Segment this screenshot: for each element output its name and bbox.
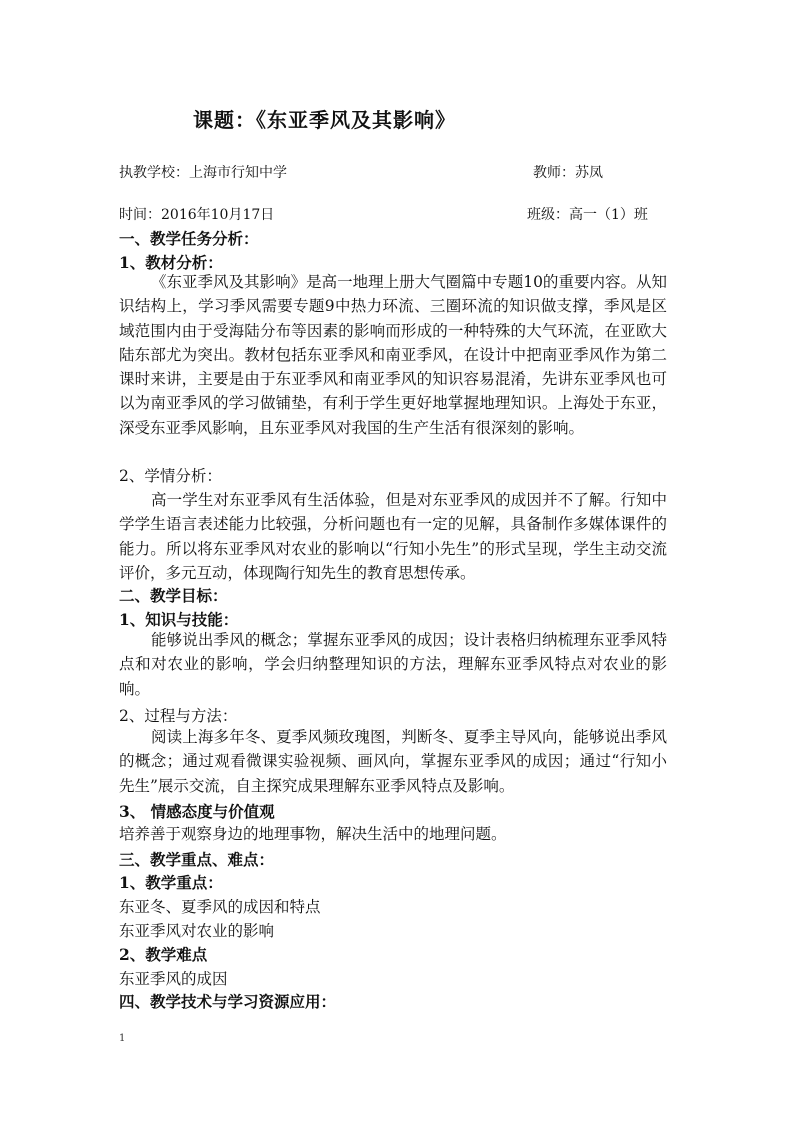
subheading-textbook-analysis: 1、教材分析： [119,253,223,272]
key-point-2: 东亚季风对农业的影响 [119,922,275,940]
knowledge-skills-paragraph: 能够说出季风的概念；掌握东亚季风的成因；设计表格归纳梳理东亚季风特点和对农业的影响，学会归纳整理知识的方法，理解东亚季风特点对农业的影响。 [119,631,667,698]
school-info: 执教学校：上海市行知中学 [119,165,287,181]
student-analysis-paragraph: 高一学生对东亚季风有生活体验，但是对东亚季风的成因并不了解。行知中学学生语言表述能力比较强，分析问题也有一定的见解，具备制作多媒体课件的能力。所以将东亚季风对农业的影响以“行知小先生”的形式呈现，学生主动交流评价，多元互动，体现陶行知先生的教育思想传承。 [119,491,667,582]
page-title: 课题：《东亚季风及其影响》 [193,108,456,132]
key-point-1: 东亚冬、夏季风的成因和特点 [119,898,321,916]
subheading-values: 3、 情感态度与价值观 [119,802,275,821]
teacher-info: 教师：苏凤 [533,165,603,181]
process-methods-paragraph: 阅读上海多年冬、夏季风频玫瑰图，判断冬、夏季主导风向，能够说出季风的概念；通过观看微课实验视频、画风向，掌握东亚季风的成因；通过“行知小先生”展示交流，自主探究成果理解东亚季风特点及影响。 [119,728,667,795]
subheading-key-points: 1、教学重点： [119,873,223,892]
page-number: 1 [119,1033,126,1044]
difficult-point-1: 东亚季风的成因 [119,970,228,988]
class-info: 班级：高一（1）班 [527,207,648,223]
subheading-difficult-points: 2、教学难点 [119,945,208,964]
section-heading-1: 一、教学任务分析： [119,229,259,248]
values-paragraph: 培养善于观察身边的地理事物，解决生活中的地理问题。 [119,825,507,843]
textbook-analysis-paragraph: 《东亚季风及其影响》是高一地理上册大气圈篇中专题10的重要内容。从知识结构上，学习季风需要专题9中热力环流、三圈环流的知识做支撑，季风是区域范围内由于受海陆分布等因素的影响而形成的一种特殊的大气环流，在亚欧大陆东部尤为突出。教材包括东亚季风和南亚季风，在设计中把南亚季风作为第二课时来讲，主要是由于东亚季风和南亚季风的知识容易混淆，先讲东亚季风也可以为南亚季风的学习做铺垫，有利于学生更好地掌握地理知识。上海处于东亚，深受东亚季风影响，且东亚季风对我国的生产生活有很深刻的影响。 [119,273,667,437]
subheading-student-analysis: 2、学情分析： [119,467,222,485]
subheading-knowledge-skills: 1、知识与技能： [119,610,239,629]
section-heading-2: 二、教学目标： [119,586,228,605]
section-heading-4: 四、教学技术与学习资源应用： [119,992,337,1011]
subheading-process-methods: 2、过程与方法： [119,707,238,725]
time-info: 时间：2016年10月17日 [119,207,275,223]
section-heading-3: 三、教学重点、难点： [119,850,275,869]
